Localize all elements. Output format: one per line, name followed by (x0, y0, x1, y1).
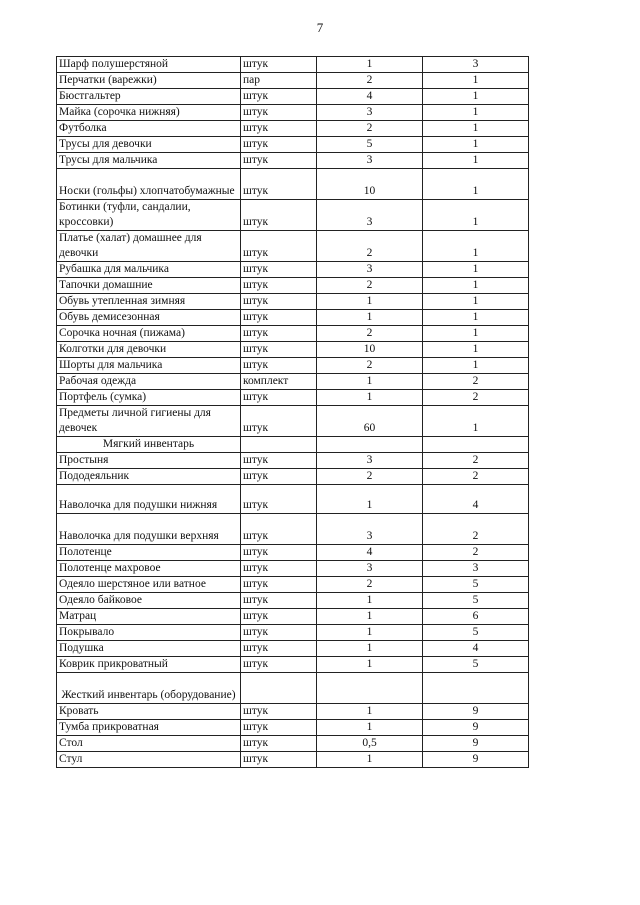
item-name: Обувь утепленная зимняя (57, 294, 241, 310)
table-row (57, 342, 529, 358)
item-name: Рабочая одежда (57, 374, 241, 390)
item-term: 2 (423, 545, 529, 561)
table-row (57, 561, 529, 577)
item-quantity: 1 (317, 294, 423, 310)
table-row (57, 514, 529, 545)
item-quantity: 3 (317, 105, 423, 121)
table-row (57, 657, 529, 673)
item-unit: штук (241, 545, 317, 561)
table-row (57, 326, 529, 342)
item-name: Рубашка для мальчика (57, 262, 241, 278)
item-term: 9 (423, 704, 529, 720)
item-term (423, 437, 529, 453)
item-term: 1 (423, 231, 529, 262)
item-unit: штук (241, 358, 317, 374)
table-row (57, 736, 529, 752)
table-row (57, 231, 529, 262)
item-name: Портфель (сумка) (57, 390, 241, 406)
item-quantity: 2 (317, 278, 423, 294)
item-unit (241, 437, 317, 453)
table-row (57, 153, 529, 169)
item-unit (241, 673, 317, 704)
item-term: 3 (423, 561, 529, 577)
item-term: 1 (423, 89, 529, 105)
inventory-table (56, 56, 529, 768)
item-name: Шарф полушерстяной (57, 57, 241, 73)
item-name: Полотенце (57, 545, 241, 561)
item-name: Ботинки (туфли, сандалии, кроссовки) (57, 200, 241, 231)
item-name: Покрывало (57, 625, 241, 641)
section-title: Мягкий инвентарь (57, 437, 241, 453)
item-quantity: 3 (317, 453, 423, 469)
item-unit: штук (241, 469, 317, 485)
item-quantity: 1 (317, 593, 423, 609)
table-row (57, 294, 529, 310)
item-quantity: 1 (317, 657, 423, 673)
table-row (57, 720, 529, 736)
table-row (57, 137, 529, 153)
item-name: Трусы для девочки (57, 137, 241, 153)
table-row (57, 752, 529, 768)
section-row (57, 437, 529, 453)
item-name: Полотенце махровое (57, 561, 241, 577)
item-unit: штук (241, 231, 317, 262)
table-row (57, 577, 529, 593)
item-name: Одеяло шерстяное или ватное (57, 577, 241, 593)
item-term: 2 (423, 514, 529, 545)
item-term: 1 (423, 278, 529, 294)
item-unit: штук (241, 121, 317, 137)
item-unit: штук (241, 514, 317, 545)
item-term: 1 (423, 169, 529, 200)
item-quantity: 0,5 (317, 736, 423, 752)
item-unit: штук (241, 577, 317, 593)
item-quantity: 3 (317, 153, 423, 169)
item-unit: штук (241, 169, 317, 200)
item-unit: штук (241, 453, 317, 469)
table-row (57, 73, 529, 89)
item-unit: штук (241, 57, 317, 73)
table-row (57, 406, 529, 437)
item-quantity: 2 (317, 326, 423, 342)
item-term: 4 (423, 641, 529, 657)
item-unit: штук (241, 593, 317, 609)
table-row (57, 278, 529, 294)
item-quantity: 1 (317, 641, 423, 657)
item-name: Майка (сорочка нижняя) (57, 105, 241, 121)
item-quantity: 1 (317, 625, 423, 641)
table-row (57, 625, 529, 641)
item-name: Пододеяльник (57, 469, 241, 485)
table-row (57, 121, 529, 137)
table-row (57, 704, 529, 720)
item-name: Тумба прикроватная (57, 720, 241, 736)
table-row (57, 374, 529, 390)
table-row (57, 609, 529, 625)
table-row (57, 485, 529, 514)
item-name: Матрац (57, 609, 241, 625)
item-unit: штук (241, 485, 317, 514)
item-term: 9 (423, 720, 529, 736)
item-quantity: 1 (317, 310, 423, 326)
item-unit: штук (241, 89, 317, 105)
item-name: Трусы для мальчика (57, 153, 241, 169)
item-term: 2 (423, 469, 529, 485)
item-quantity: 4 (317, 545, 423, 561)
item-term: 2 (423, 374, 529, 390)
item-term: 1 (423, 105, 529, 121)
item-quantity: 10 (317, 342, 423, 358)
item-name: Шорты для мальчика (57, 358, 241, 374)
item-term: 1 (423, 310, 529, 326)
item-quantity: 2 (317, 73, 423, 89)
item-quantity: 1 (317, 752, 423, 768)
table-row (57, 200, 529, 231)
item-name: Подушка (57, 641, 241, 657)
item-unit: штук (241, 105, 317, 121)
item-quantity: 3 (317, 514, 423, 545)
item-unit: комплект (241, 374, 317, 390)
item-term: 9 (423, 736, 529, 752)
item-unit: штук (241, 406, 317, 437)
item-name: Стул (57, 752, 241, 768)
item-quantity: 2 (317, 231, 423, 262)
item-term: 1 (423, 262, 529, 278)
item-quantity (317, 673, 423, 704)
item-term: 5 (423, 593, 529, 609)
table-row (57, 310, 529, 326)
item-quantity: 1 (317, 57, 423, 73)
item-quantity: 1 (317, 704, 423, 720)
item-term: 4 (423, 485, 529, 514)
page-number: 7 (316, 20, 324, 35)
item-quantity: 2 (317, 469, 423, 485)
item-unit: штук (241, 609, 317, 625)
table-row (57, 358, 529, 374)
item-quantity: 2 (317, 121, 423, 137)
item-name: Футболка (57, 121, 241, 137)
item-quantity: 3 (317, 200, 423, 231)
item-term: 3 (423, 57, 529, 73)
item-name: Простыня (57, 453, 241, 469)
item-quantity: 3 (317, 561, 423, 577)
item-term: 2 (423, 453, 529, 469)
item-unit: штук (241, 641, 317, 657)
item-name: Предметы личной гигиены для девочек (57, 406, 241, 437)
item-term: 1 (423, 200, 529, 231)
item-name: Обувь демисезонная (57, 310, 241, 326)
item-unit: штук (241, 278, 317, 294)
item-name: Тапочки домашние (57, 278, 241, 294)
item-quantity (317, 437, 423, 453)
item-unit: штук (241, 736, 317, 752)
item-quantity: 2 (317, 358, 423, 374)
item-name: Наволочка для подушки нижняя (57, 485, 241, 514)
item-quantity: 1 (317, 374, 423, 390)
item-term: 5 (423, 625, 529, 641)
item-term: 5 (423, 577, 529, 593)
item-quantity: 60 (317, 406, 423, 437)
item-name: Одеяло байковое (57, 593, 241, 609)
item-name: Платье (халат) домашнее для девочки (57, 231, 241, 262)
item-quantity: 4 (317, 89, 423, 105)
item-quantity: 5 (317, 137, 423, 153)
item-term (423, 673, 529, 704)
item-unit: штук (241, 153, 317, 169)
item-quantity: 3 (317, 262, 423, 278)
item-unit: штук (241, 657, 317, 673)
table-row (57, 89, 529, 105)
item-name: Кровать (57, 704, 241, 720)
item-unit: штук (241, 342, 317, 358)
item-unit: штук (241, 720, 317, 736)
item-quantity: 2 (317, 577, 423, 593)
item-name: Сорочка ночная (пижама) (57, 326, 241, 342)
table-row (57, 641, 529, 657)
item-quantity: 1 (317, 720, 423, 736)
item-term: 1 (423, 406, 529, 437)
item-unit: штук (241, 390, 317, 406)
item-term: 1 (423, 342, 529, 358)
item-unit: штук (241, 310, 317, 326)
item-unit: штук (241, 137, 317, 153)
item-quantity: 10 (317, 169, 423, 200)
item-unit: штук (241, 200, 317, 231)
item-term: 5 (423, 657, 529, 673)
item-name: Носки (гольфы) хлопчатобумажные (57, 169, 241, 200)
item-term: 1 (423, 121, 529, 137)
item-term: 1 (423, 326, 529, 342)
item-unit: пар (241, 73, 317, 89)
table-row (57, 469, 529, 485)
table-row (57, 105, 529, 121)
item-term: 9 (423, 752, 529, 768)
section-row (57, 673, 529, 704)
item-name: Бюстгальтер (57, 89, 241, 105)
item-term: 6 (423, 609, 529, 625)
item-term: 1 (423, 358, 529, 374)
table-row (57, 545, 529, 561)
table-row (57, 57, 529, 73)
item-name: Коврик прикроватный (57, 657, 241, 673)
item-unit: штук (241, 625, 317, 641)
table-row (57, 262, 529, 278)
item-name: Колготки для девочки (57, 342, 241, 358)
item-unit: штук (241, 326, 317, 342)
section-title: Жесткий инвентарь (оборудование) (57, 673, 241, 704)
item-unit: штук (241, 262, 317, 278)
item-quantity: 1 (317, 390, 423, 406)
item-unit: штук (241, 294, 317, 310)
item-name: Стол (57, 736, 241, 752)
table-row (57, 593, 529, 609)
table-row (57, 169, 529, 200)
item-unit: штук (241, 561, 317, 577)
item-quantity: 1 (317, 485, 423, 514)
item-name: Наволочка для подушки верхняя (57, 514, 241, 545)
item-term: 1 (423, 294, 529, 310)
item-term: 1 (423, 73, 529, 89)
table-row (57, 453, 529, 469)
item-unit: штук (241, 752, 317, 768)
item-unit: штук (241, 704, 317, 720)
table-row (57, 390, 529, 406)
item-term: 2 (423, 390, 529, 406)
item-term: 1 (423, 153, 529, 169)
item-name: Перчатки (варежки) (57, 73, 241, 89)
item-quantity: 1 (317, 609, 423, 625)
item-term: 1 (423, 137, 529, 153)
